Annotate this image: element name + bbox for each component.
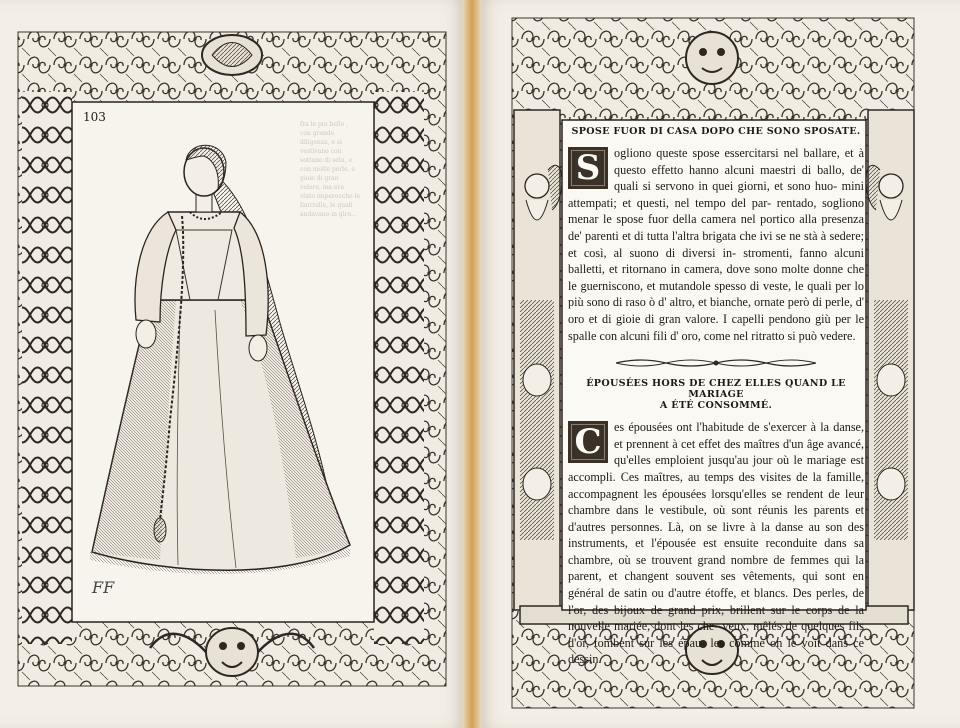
- french-line: danse, et prennent à cet effet des maîtres d'un: [614, 420, 865, 451]
- bleed-through-text: fra le piu belle , con grande diligenza, e si vestivano con sottane di seta, e con molte perle, e gioie di gran valore, ma era stato imperocche le fanciulle, le quali andavano in giro...: [300, 121, 360, 218]
- french-line: es épousées ont l'habitude de s'exercer à la: [614, 420, 830, 435]
- italian-line: portico alla presenza de' parenti et di tutta l'altra brigata: [568, 212, 864, 243]
- italian-body: [568, 145, 864, 344]
- french-line: veux, mêlés de quelques fils d'or, tombent sur les épau-: [568, 619, 865, 650]
- page-number: 103: [83, 110, 106, 124]
- italian-line: rentado, sogliono menar le spose fuor della camera nel: [568, 195, 864, 227]
- italian-line: spesso di veste, le quali per lo più sono di raso ò d' altro,: [568, 278, 865, 310]
- french-line: vêtements, qui sont en général de satin ou d'autre étoffe,: [568, 569, 865, 601]
- italian-line: gran valore. I capelli pendono giù per le spalle con alcuni: [568, 311, 865, 343]
- french-line: livre à la danse au son des instruments, et l'épousée est: [568, 519, 864, 551]
- text-panel: [568, 124, 865, 667]
- french-line: où sont réunis les parents et d'autres personnes. Là, on se: [568, 503, 865, 534]
- italian-heading: SPOSE FUOR DI CASA DOPO CHE SONO SPOSATE.: [571, 126, 861, 137]
- french-line: temps des visites de la famille, accompagnent les épousées: [568, 469, 865, 501]
- italian-line: fili d' oro, come nel ritratto si può vedere.: [652, 328, 856, 343]
- section-divider: [568, 354, 864, 366]
- italian-line: et bianche, ornate però di perle, d' oro et di gioie di: [568, 295, 864, 326]
- french-heading-line1: ÉPOUSÉES HORS DE CHEZ ELLES QUAND LE MARIAGE: [586, 378, 846, 401]
- italian-line: de' quali si servono in quei giorni, et sono huo-: [614, 162, 864, 194]
- italian-line: dove sono molte donne che le guerniscono, et mutandole: [568, 262, 865, 293]
- italian-dropcap: S: [568, 147, 608, 189]
- french-dropcap: C: [568, 421, 608, 463]
- french-line: brillent sur le corps de la nouvelle mariée, dont les che-: [568, 602, 864, 634]
- french-line: où le mariage est accompli. Ces maîtres, au: [568, 453, 864, 484]
- french-line: âge avancé, qu'elles emploient jusqu'au jour: [614, 436, 864, 468]
- french-line: nombre de femmes qui la parent, et changent souvent ses: [568, 552, 864, 584]
- french-line: et blancs. Des perles, de l'or, des bijoux de grand prix,: [568, 586, 865, 617]
- french-line: lorsqu'elles se rendent de leur chambre dans le vestibule,: [568, 486, 865, 518]
- italian-line: stromenti, fanno alcuni balletti, et ritornano in camera,: [568, 245, 864, 277]
- italian-paragraph: [568, 145, 864, 344]
- french-line: ensuite reconduite dans sa chambre, où se trouvent grand: [568, 536, 865, 567]
- italian-line: ogliono queste spose essercitarsi nel ballare, et: [614, 146, 854, 160]
- italian-line: che ivi se ne stà à sedere; et così, al suono di diversi in-: [568, 228, 864, 260]
- italian-line: à questo effetto hanno alcuni maestri di ballo,: [614, 146, 864, 177]
- french-paragraph: [568, 419, 864, 668]
- french-heading-line2: A ÉTÉ CONSOMMÉ.: [659, 400, 773, 412]
- french-body: [568, 419, 864, 668]
- french-line: les comme on le voit dans ce dessin.: [568, 635, 864, 667]
- divider-ornament: [616, 357, 816, 369]
- italian-line: mini attempati; et questi, nel tempo del par-: [568, 179, 864, 210]
- engraver-monogram: FF: [92, 578, 115, 597]
